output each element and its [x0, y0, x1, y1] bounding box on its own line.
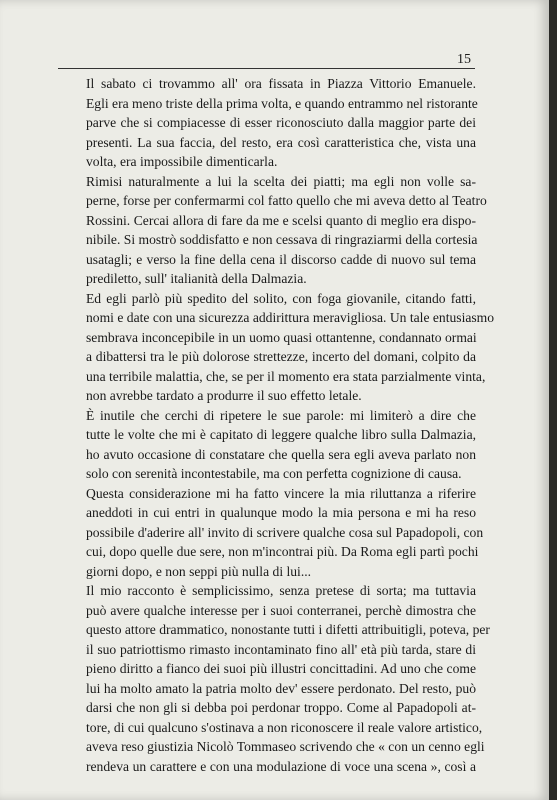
text-line: ho avuto occasione di constatare che quella sera egli aveva parlato non: [86, 446, 476, 462]
text-line: Il sabato ci trovammo all' ora fissata in Piazza Vittorio Emanuele.: [86, 76, 476, 91]
body-text: [86, 74, 495, 776]
text-line: prediletto, sull' italianità della Dalmazia.: [86, 271, 307, 286]
text-line: possibile d'aderire all' invito di scrivere qualche cosa sul Papadopoli, con: [86, 524, 484, 540]
text-line: pieno diritto a fianco dei suoi più illustri concittadini. Ad uno che come: [86, 661, 476, 676]
text-line: Rimisi naturalmente a lui la scelta dei piatti; ma egli non volle sa-: [86, 173, 476, 189]
text-line: una terribile malattia, che, se per il momento era stata parzialmente vinta,: [86, 368, 486, 384]
paragraph: [86, 289, 495, 406]
text-line: perne, forse per confermarmi col fatto quello che mi aveva detto al Teatro: [86, 193, 487, 208]
text-line: giorni dopo, e non seppi più nulla di lui...: [86, 563, 312, 579]
text-line: il suo patriottismo rimasto incontaminato fino all' età più tarda, stare di: [86, 641, 476, 657]
text-line: rendeva un carattere e con una modulazione di voce una scena », così a: [86, 758, 476, 774]
header-rule: [58, 68, 475, 69]
paragraph: [86, 172, 487, 289]
text-line: sembrava inconcepibile in un uomo quasi ottantenne, condannato ormai: [86, 329, 477, 345]
text-line: Il mio racconto è semplicissimo, senza pretese di sorta; ma tuttavia: [86, 583, 476, 598]
text-line: questo attore drammatico, nonostante tutti i difetti attribuitigli, poteva, per: [86, 622, 490, 637]
text-line: parve che si compiacesse di esser riconosciuto dalla maggior parte dei: [86, 115, 476, 130]
text-line: È inutile che cerchi di ripetere le sue parole: mi limiterò a dire che: [86, 407, 476, 423]
paragraph: [86, 484, 484, 582]
paragraph: [86, 74, 476, 172]
text-line: Rossini. Cercai allora di fare da me e scelsi quanto di meglio era dispo-: [86, 212, 476, 228]
text-line: nomi e date con una sicurezza addirittura meravigliosa. Un tale entusiasmo: [86, 310, 495, 325]
text-line: nibile. Si mostrò soddisfatto e non cessava di ringraziarmi della cortesia: [86, 232, 478, 247]
paragraph: [86, 581, 490, 776]
text-line: lui ha molto amato la patria molto dev' essere perdonato. Del resto, può: [86, 680, 476, 696]
text-line: a dibattersi tra le più dolorose strettezze, incerto del domani, colpito da: [86, 349, 476, 364]
text-line: tore, di cui qualcuno s'ostinava a non riconoscere il reale valore artistico,: [86, 719, 483, 735]
text-line: Ed egli parlò più spedito del solito, con foga giovanile, citando fatti,: [86, 290, 476, 306]
text-line: presenti. La sua faccia, del resto, era così caratteristica che, vista una: [86, 134, 476, 150]
text-line: aneddoti in cui entri in qualunque modo la mia persona e mi ha reso: [86, 505, 476, 520]
text-line: usatagli; e verso la fine della cena il discorso cadde di nuovo sul tema: [86, 251, 476, 267]
paragraph: [86, 406, 476, 484]
text-line: solo con serenità incontestabile, ma con perfetta cognizione di causa.: [86, 466, 462, 481]
text-line: può avere qualche interesse per i suoi conterranei, perchè dimostra che: [86, 602, 476, 618]
text-line: cui, dopo quelle due sere, non m'incontrai più. Da Roma egli partì pochi: [86, 544, 479, 559]
text-line: darsi che non gli si debba poi perdonar troppo. Come al Papadopoli at-: [86, 700, 476, 715]
text-line: volta, era impossibile dimenticarla.: [86, 154, 278, 169]
page-number: 15: [457, 52, 471, 67]
text-line: aveva reso giustizia Nicolò Tommaseo scrivendo che « con un cenno egli: [86, 739, 485, 754]
text-line: non avrebbe tardato a produrre il suo effetto letale.: [86, 388, 362, 403]
text-line: Egli era meno triste della prima volta, e quando entrammo nel ristorante: [86, 95, 478, 111]
text-line: tutte le volte che mi è capitato di leggere qualche libro sulla Dalmazia,: [86, 427, 476, 442]
text-line: Questa considerazione mi ha fatto vincere la mia riluttanza a riferire: [86, 485, 476, 501]
